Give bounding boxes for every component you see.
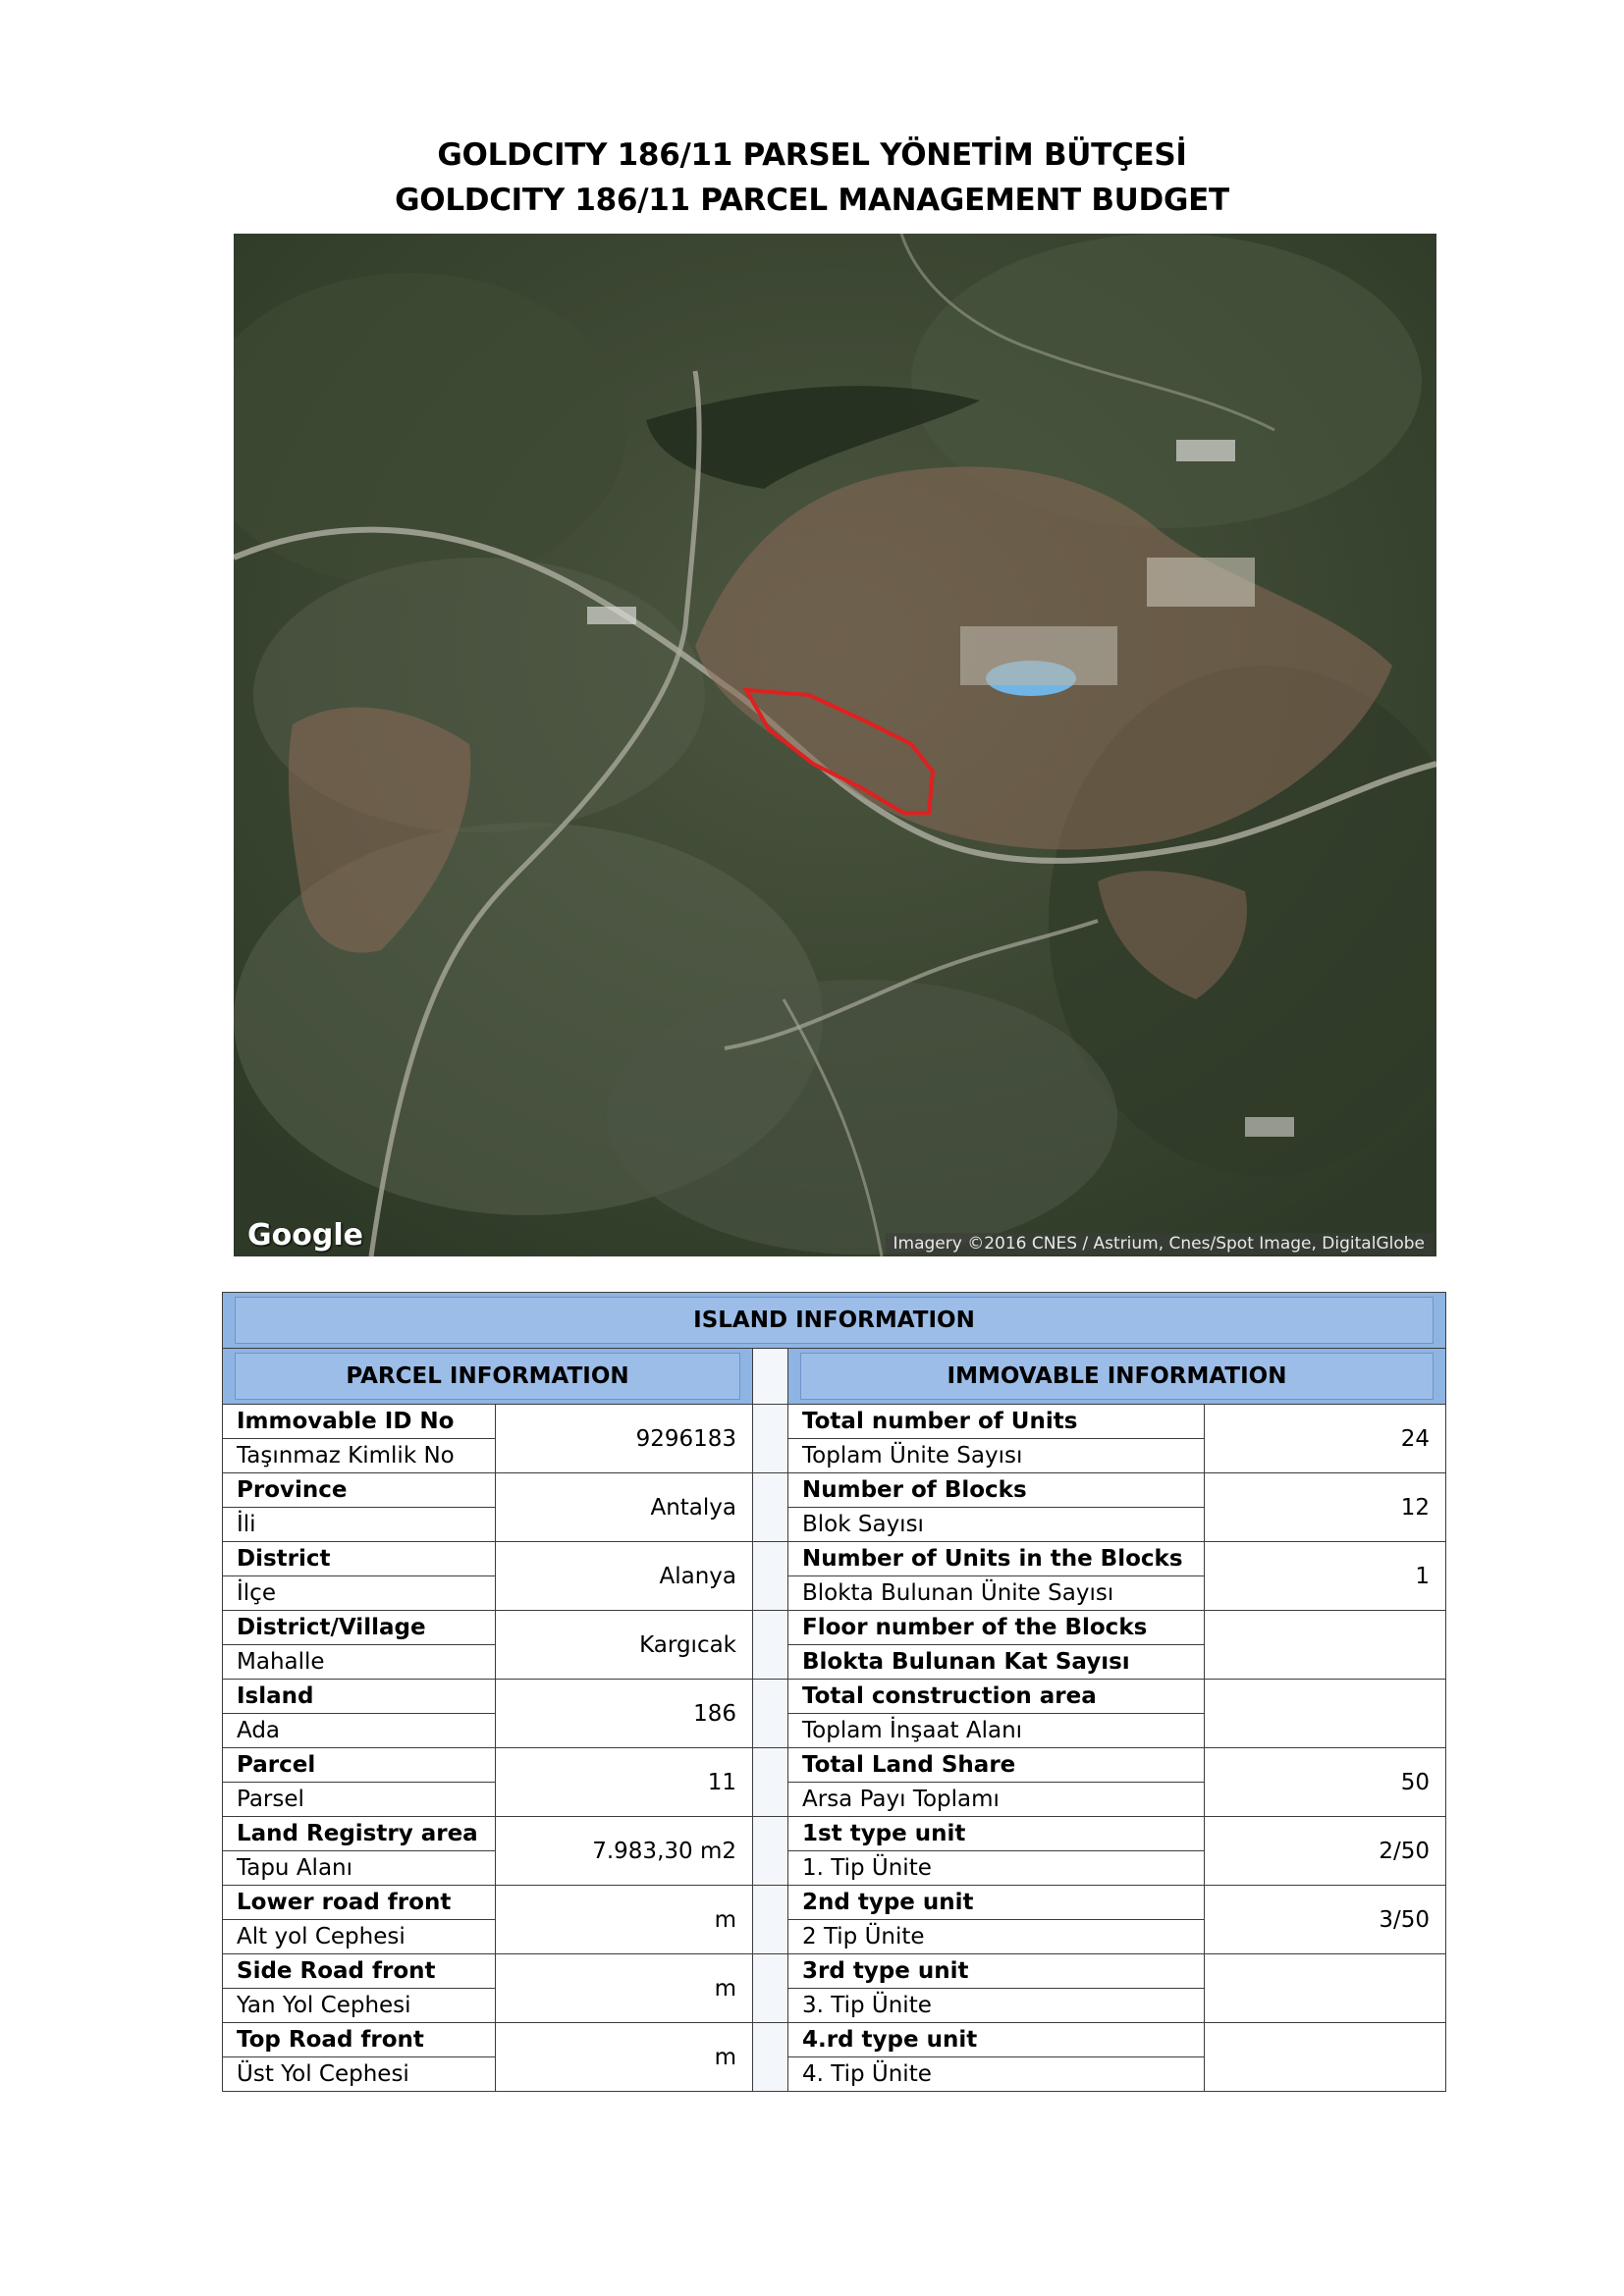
immovable-label-tr: 4. Tip Ünite [788, 2057, 1205, 2092]
parcel-label-tr: Mahalle [223, 1645, 496, 1680]
table-row [223, 1473, 1446, 1508]
immovable-label-en: 3rd type unit [788, 1954, 1205, 1989]
parcel-label-tr: Taşınmaz Kimlik No [223, 1439, 496, 1473]
column-gap [753, 1817, 788, 1886]
google-logo: Google [247, 1218, 363, 1253]
document-title-tr: GOLDCITY 186/11 PARSEL YÖNETİM BÜTÇESİ [437, 137, 1187, 173]
immovable-label-en: 2nd type unit [788, 1886, 1205, 1920]
table-row [223, 1405, 1446, 1439]
parcel-label-tr: Parsel [223, 1783, 496, 1817]
parcel-label-en: Parcel [223, 1748, 496, 1783]
parcel-label-en: District [223, 1542, 496, 1576]
immovable-value [1205, 1954, 1446, 2023]
parcel-value: m [496, 1954, 753, 2023]
parcel-value: 7.983,30 m2 [496, 1817, 753, 1886]
column-gap [753, 1954, 788, 2023]
immovable-label-en: Number of Blocks [788, 1473, 1205, 1508]
parcel-label-tr: Yan Yol Cephesi [223, 1989, 496, 2023]
parcel-label-en: Lower road front [223, 1886, 496, 1920]
immovable-label-tr: Blokta Bulunan Kat Sayısı [788, 1645, 1205, 1680]
immovable-value [1205, 2023, 1446, 2092]
document-title-en: GOLDCITY 186/11 PARCEL MANAGEMENT BUDGET [395, 183, 1229, 218]
section-header-row [223, 1349, 1446, 1405]
parcel-label-tr: İli [223, 1508, 496, 1542]
immovable-label-en: 1st type unit [788, 1817, 1205, 1851]
parcel-label-tr: Tapu Alanı [223, 1851, 496, 1886]
satellite-imagery [234, 234, 1436, 1256]
immovable-label-tr: Toplam Ünite Sayısı [788, 1439, 1205, 1473]
parcel-label-en: Top Road front [223, 2023, 496, 2057]
column-gap [753, 1542, 788, 1611]
column-gap [753, 2023, 788, 2092]
parcel-label-tr: İlçe [223, 1576, 496, 1611]
parcel-value: Antalya [496, 1473, 753, 1542]
column-gap [753, 1680, 788, 1748]
column-gap [753, 1349, 788, 1405]
table-row [223, 1611, 1446, 1645]
parcel-value: Kargıcak [496, 1611, 753, 1680]
immovable-label-en: Floor number of the Blocks [788, 1611, 1205, 1645]
immovable-label-tr: Blokta Bulunan Ünite Sayısı [788, 1576, 1205, 1611]
immovable-header: IMMOVABLE INFORMATION [788, 1349, 1446, 1405]
parcel-value: Alanya [496, 1542, 753, 1611]
parcel-label-en: Immovable ID No [223, 1405, 496, 1439]
parcel-value: 186 [496, 1680, 753, 1748]
table-row [223, 2023, 1446, 2057]
immovable-value: 2/50 [1205, 1817, 1446, 1886]
parcel-label-en: District/Village [223, 1611, 496, 1645]
parcel-value: 9296183 [496, 1405, 753, 1473]
table-row [223, 1954, 1446, 1989]
immovable-label-en: Number of Units in the Blocks [788, 1542, 1205, 1576]
immovable-label-tr: 1. Tip Ünite [788, 1851, 1205, 1886]
immovable-label-en: Total Land Share [788, 1748, 1205, 1783]
column-gap [753, 1405, 788, 1473]
immovable-value: 50 [1205, 1748, 1446, 1817]
parcel-label-tr: Üst Yol Cephesi [223, 2057, 496, 2092]
parcel-header: PARCEL INFORMATION [223, 1349, 753, 1405]
immovable-label-tr: Arsa Payı Toplamı [788, 1783, 1205, 1817]
table-row [223, 1748, 1446, 1783]
immovable-value: 12 [1205, 1473, 1446, 1542]
island-information-table [222, 1292, 1446, 2092]
immovable-value [1205, 1611, 1446, 1680]
immovable-label-en: Total number of Units [788, 1405, 1205, 1439]
island-header: ISLAND INFORMATION [223, 1293, 1446, 1349]
parcel-value: m [496, 1886, 753, 1954]
column-gap [753, 1886, 788, 1954]
parcel-label-tr: Alt yol Cephesi [223, 1920, 496, 1954]
immovable-label-en: Total construction area [788, 1680, 1205, 1714]
parcel-value: 11 [496, 1748, 753, 1817]
parcel-label-tr: Ada [223, 1714, 496, 1748]
column-gap [753, 1611, 788, 1680]
parcel-label-en: Land Registry area [223, 1817, 496, 1851]
column-gap [753, 1748, 788, 1817]
immovable-label-tr: 3. Tip Ünite [788, 1989, 1205, 2023]
immovable-label-tr: Toplam İnşaat Alanı [788, 1714, 1205, 1748]
immovable-value: 3/50 [1205, 1886, 1446, 1954]
immovable-value: 1 [1205, 1542, 1446, 1611]
imagery-credit: Imagery ©2016 CNES / Astrium, Cnes/Spot Image, DigitalGlobe [886, 1233, 1434, 1255]
immovable-label-tr: 2 Tip Ünite [788, 1920, 1205, 1954]
column-gap [753, 1473, 788, 1542]
immovable-label-tr: Blok Sayısı [788, 1508, 1205, 1542]
immovable-value: 24 [1205, 1405, 1446, 1473]
table-row [223, 1886, 1446, 1920]
satellite-map [234, 234, 1436, 1256]
parcel-label-en: Province [223, 1473, 496, 1508]
immovable-label-en: 4.rd type unit [788, 2023, 1205, 2057]
immovable-value [1205, 1680, 1446, 1748]
table-row [223, 1817, 1446, 1851]
table-row [223, 1542, 1446, 1576]
island-header-row [223, 1293, 1446, 1349]
parcel-label-en: Side Road front [223, 1954, 496, 1989]
table-row [223, 1680, 1446, 1714]
parcel-value: m [496, 2023, 753, 2092]
parcel-label-en: Island [223, 1680, 496, 1714]
